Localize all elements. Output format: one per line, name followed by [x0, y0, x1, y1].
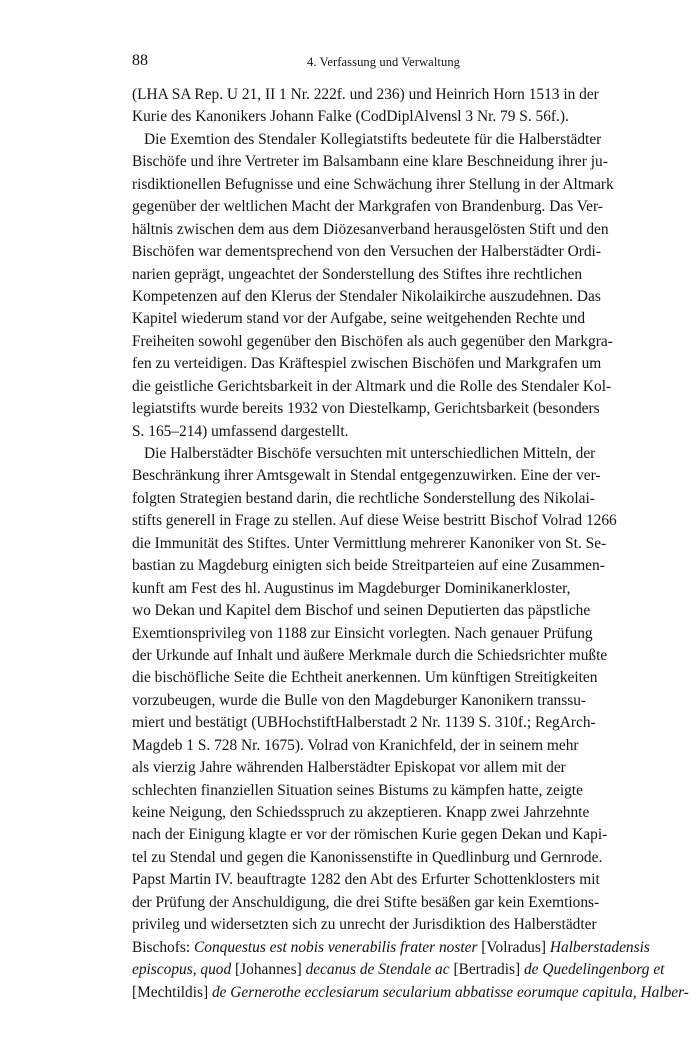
text-line: [132, 937, 650, 959]
text-line: Die Halberstädter Bischöfe versuchten mit unterschiedlichen Mitteln, der: [144, 445, 596, 462]
text-line: privileg und widersetzten sich zu unrecht der Jurisdiktion des Halberstädter: [132, 916, 597, 934]
text-line: Die Exemtion des Stendaler Kollegiatstifts bedeutete für die Halberstädter: [144, 130, 602, 148]
body-text: [132, 84, 689, 1004]
text-segment: [Johannes]: [231, 961, 306, 979]
text-line: fen zu verteidigen. Das Kräftespiel zwischen Bischöfen und Markgrafen um: [132, 355, 602, 373]
text-line: hältnis zwischen dem aus dem Diözesanverband herausgelösten Stift und den: [132, 220, 609, 238]
paragraph: [132, 443, 689, 1004]
paragraph: [132, 84, 599, 129]
text-line: die geistliche Gerichtsbarkeit in der Altmark und die Rolle des Stendaler Kol-: [132, 377, 612, 395]
latin-quotation: de Gernerothe ecclesiarum secularium abbatisse eorumque capitula, Halber-: [211, 983, 689, 1001]
text-line: kunft am Fest des hl. Augustinus im Magdeburger Dominikanerkloster,: [132, 579, 571, 597]
text-line: [132, 982, 689, 1004]
text-line: [132, 959, 665, 981]
text-line: Kompetenzen auf den Klerus der Stendaler Nikolaikirche auszudehnen. Das: [132, 287, 601, 305]
text-line: schlechten finanziellen Situation seines Bistums zu kämpfen hatte, zeigte: [132, 781, 583, 799]
text-line: S. 165–214) umfassend dargestellt.: [132, 422, 349, 440]
text-line: miert und bestätigt (UBHochstiftHalberstadt 2 Nr. 1139 S. 310f.; RegArch-: [132, 714, 596, 732]
text-line: wo Dekan und Kapitel dem Bischof und seinen Deputierten das päpstliche: [132, 602, 591, 620]
latin-quotation: episcopus, quod: [132, 961, 232, 979]
text-line: keine Neigung, den Schiedsspruch zu akzeptieren. Knapp zwei Jahrzehnte: [132, 804, 590, 821]
text-line: bastian zu Magdeburg einigten sich beide Streitparteien auf eine Zusammen-: [132, 557, 605, 575]
text-line: Kurie des Kanonikers Johann Falke (CodDiplAlvensl 3 Nr. 79 S. 56f.).: [132, 108, 569, 126]
paragraph: [132, 129, 614, 443]
text-line: Exemtionsprivileg von 1188 zur Einsicht vorlegten. Nach genauer Prüfung: [132, 624, 593, 642]
text-line: narien geprägt, ungeachtet der Sonderstellung des Stiftes ihre rechtlichen: [132, 265, 583, 283]
text-line: Beschränkung ihrer Amtsgewalt in Stendal entgegenzuwirken. Eine der ver-: [132, 467, 601, 485]
text-line: der Urkunde auf Inhalt und äußere Merkmale durch die Schiedsrichter mußte: [132, 646, 608, 664]
latin-quotation: de Quedelingenborg et: [523, 961, 665, 979]
latin-quotation: Halberstadensis: [549, 938, 650, 956]
text-line: tel zu Stendal und gegen die Kanonissenstifte in Quedlinburg und Gernrode.: [132, 848, 603, 866]
latin-quotation: Conquestus est nobis venerabilis frater noster: [194, 938, 478, 956]
text-line: Papst Martin IV. beauftragte 1282 den Abt des Erfurter Schottenklosters mit: [132, 871, 600, 889]
text-line: als vierzig Jahre währenden Halberstädter Episkopat vor allem mit der: [132, 759, 566, 777]
text-line: vorzubeugen, wurde die Bulle von den Magdeburger Kanonikern transsu-: [132, 691, 587, 709]
text-line: nach der Einigung klagte er vor der römischen Kurie gegen Dekan und Kapi-: [132, 826, 608, 844]
text-line: stifts generell in Frage zu stellen. Auf diese Weise bestritt Bischof Volrad 1266: [132, 512, 617, 530]
text-line: Kapitel wiederum stand vor der Aufgabe, seine weitgehenden Rechte und: [132, 310, 586, 328]
running-head: 4. Verfassung und Verwaltung: [307, 55, 461, 69]
text-line: Bischöfen war dementsprechend von den Versuchen der Halberstädter Ordi-: [132, 243, 601, 261]
text-line: risdiktionellen Befugnisse und eine Schwächung ihrer Stellung in der Altmark: [132, 175, 614, 193]
page-header: [132, 51, 558, 71]
text-line: Freiheiten sowohl gegenüber den Bischöfen als auch gegenüber den Markgra-: [132, 332, 613, 350]
text-line: Magdeb 1 S. 728 Nr. 1675). Volrad von Kranichfeld, der in seinem mehr: [132, 736, 579, 754]
text-segment: Bischofs:: [132, 938, 194, 956]
text-line: die bischöfliche Seite die Echtheit anerkennen. Um künftigen Streitigkeiten: [132, 669, 598, 687]
text-line: die Immunität des Stiftes. Unter Vermittlung mehrerer Kanoniker von St. Se-: [132, 534, 607, 552]
text-line: der Prüfung der Anschuldigung, die drei Stifte besäßen gar kein Exemtions-: [132, 893, 600, 911]
text-segment: [Bertradis]: [449, 961, 524, 979]
text-line: folgten Strategien bestand darin, die rechtliche Sonderstellung des Nikolai-: [132, 489, 595, 507]
latin-quotation: decanus de Stendale ac: [305, 961, 450, 979]
text-segment: [Mechtildis]: [132, 983, 212, 1001]
text-line: (LHA SA Rep. U 21, II 1 Nr. 222f. und 236) und Heinrich Horn 1513 in der: [132, 86, 599, 103]
text-line: Bischöfe und ihre Vertreter im Balsambann eine klare Beschneidung ihrer ju-: [132, 153, 608, 171]
text-line: gegenüber der weltlichen Macht der Markgrafen von Brandenburg. Das Ver-: [132, 198, 603, 216]
page-number: 88: [132, 52, 148, 69]
text-line: legiatstifts wurde bereits 1932 von Diestelkamp, Gerichtsbarkeit (besonders: [132, 400, 600, 418]
text-segment: [Volradus]: [477, 938, 550, 956]
